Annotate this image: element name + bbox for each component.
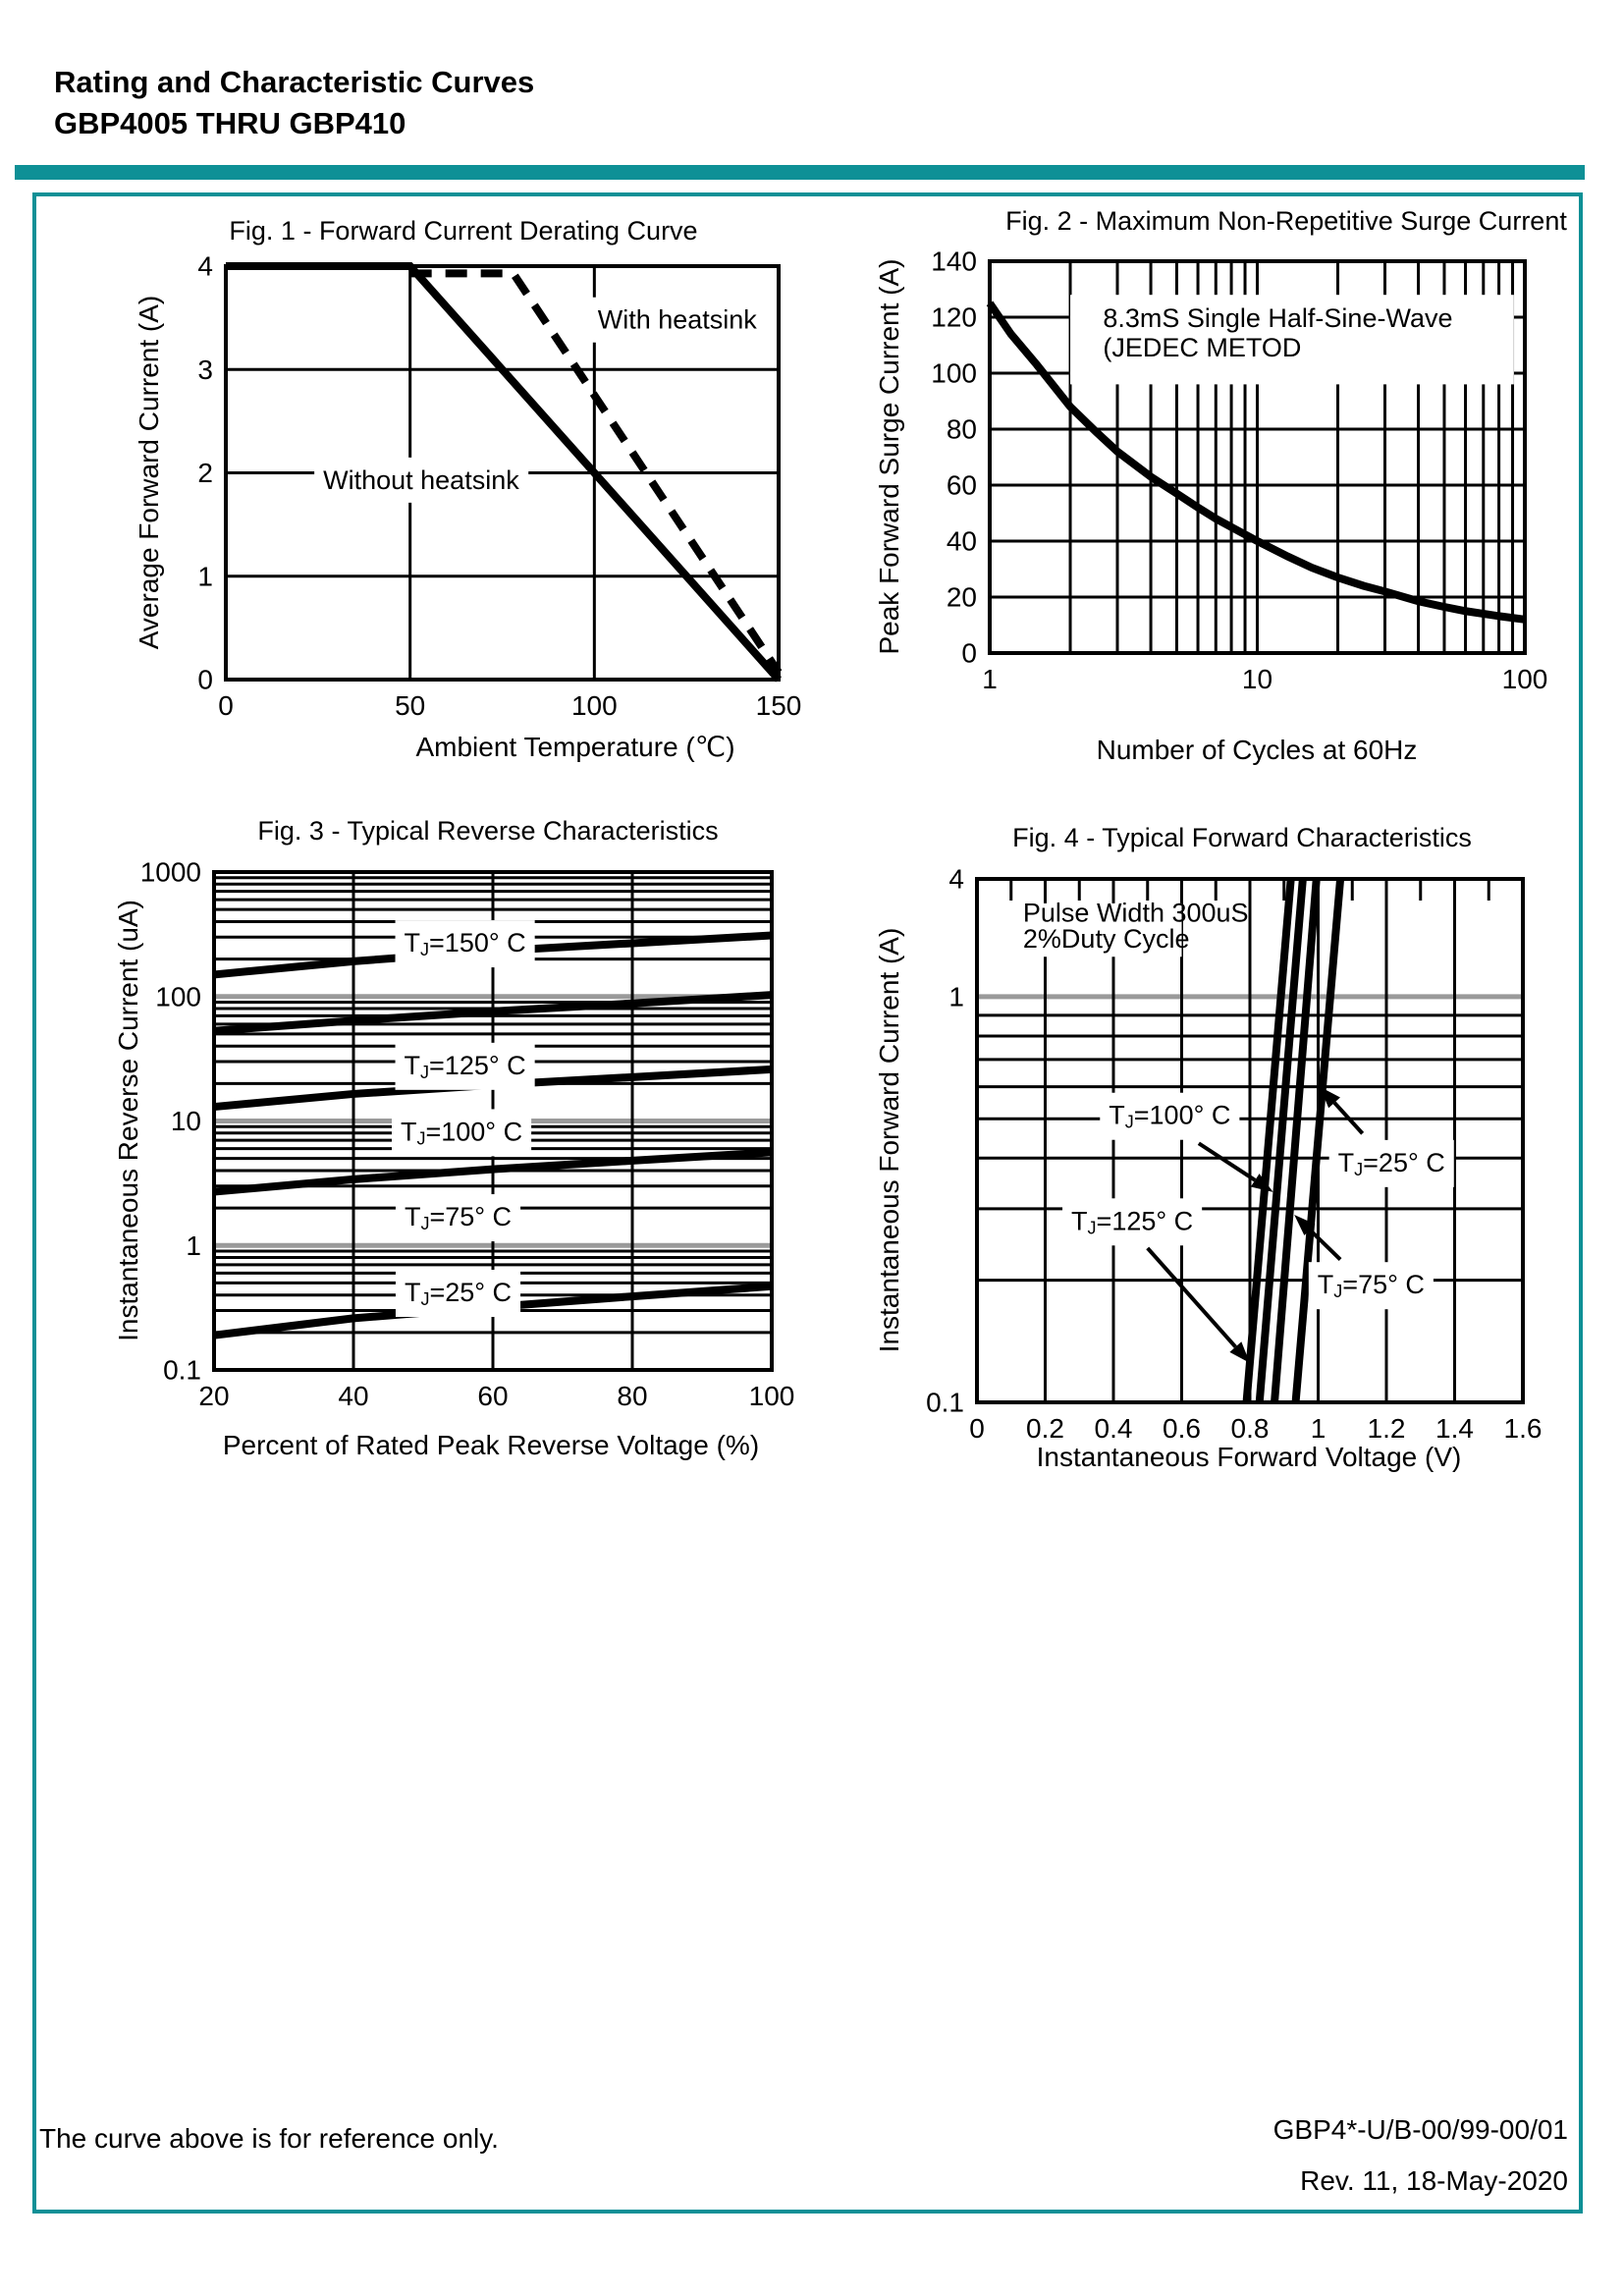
y-tick-label: 100 (931, 357, 977, 389)
fig1-x-axis-label: Ambient Temperature (℃) (415, 732, 735, 762)
x-tick-label: 80 (617, 1381, 648, 1411)
y-tick-label: 60 (946, 469, 977, 501)
curve-label: $T_J=25^\circ$ C (1337, 1147, 1445, 1179)
x-tick-label: 60 (477, 1381, 509, 1411)
x-tick-label: 50 (395, 690, 426, 721)
annotation-text: Pulse Width 300uS (1022, 898, 1249, 928)
y-tick-label: 100 (155, 981, 201, 1012)
x-tick-label: 1.6 (1503, 1413, 1543, 1444)
fig1-y-axis-label: Average Forward Current (A) (134, 295, 164, 650)
x-tick-label: 20 (198, 1381, 230, 1411)
fig3-y-axis-label: Instantaneous Reverse Current (uA) (113, 900, 143, 1341)
curve-label: $T_J=150^\circ$ C (404, 928, 526, 960)
x-tick-label: 0.6 (1163, 1413, 1201, 1444)
x-tick-label: 0.8 (1230, 1413, 1270, 1444)
curve-label: $T_J=125^\circ$ C (1071, 1206, 1194, 1238)
y-tick-label: 80 (946, 413, 977, 445)
x-tick-label: 1 (1310, 1413, 1326, 1444)
x-tick-label: 0.4 (1094, 1413, 1133, 1444)
y-tick-label: 4 (197, 250, 213, 282)
y-tick-label: 1 (197, 561, 213, 592)
x-tick-label: 100 (1501, 664, 1548, 694)
y-tick-label: 0 (197, 664, 213, 695)
fig1-plot-area (128, 241, 835, 771)
x-tick-label: 1.2 (1367, 1413, 1406, 1444)
x-tick-label: 0 (218, 690, 234, 721)
curve-label: $T_J=75^\circ$ C (404, 1202, 513, 1234)
y-tick-label: 120 (931, 301, 977, 333)
y-tick-label: 0.1 (926, 1387, 964, 1418)
fig4-y-axis-label: Instantaneous Forward Current (A) (874, 927, 904, 1353)
callout-arrow-line (1199, 1143, 1255, 1180)
annotation-text: (JEDEC METOD (1103, 332, 1302, 362)
curve-label: With heatsink (597, 304, 757, 335)
fig2-x-axis-label: Number of Cycles at 60Hz (1096, 735, 1418, 765)
fig2-y-axis-label: Peak Forward Surge Current (A) (874, 258, 904, 655)
y-tick-label: 4 (948, 863, 964, 895)
fig4-x-axis-label: Instantaneous Forward Voltage (V) (1036, 1442, 1462, 1472)
x-tick-label: 100 (748, 1381, 795, 1411)
curve-label: $T_J=100^\circ$ C (1109, 1100, 1231, 1132)
x-tick-label: 1 (982, 664, 998, 694)
footer-reference-note: The curve above is for reference only. (39, 2123, 499, 2154)
callout-arrow-line (1310, 1230, 1340, 1259)
annotation-text: 2%Duty Cycle (1022, 924, 1190, 955)
page-subtitle: GBP4005 THRU GBP410 (54, 106, 406, 140)
page-title: Rating and Characteristic Curves (54, 65, 535, 99)
x-tick-label: 0 (969, 1413, 985, 1444)
y-tick-label: 40 (946, 525, 977, 557)
curve-label: $T_J=75^\circ$ C (1317, 1270, 1425, 1302)
curve-label: $T_J=125^\circ$ C (404, 1050, 526, 1082)
fig1-chart-title: Fig. 1 - Forward Current Derating Curve (229, 216, 698, 246)
y-tick-label: 1 (948, 981, 964, 1012)
y-tick-label: 1000 (139, 856, 201, 888)
y-tick-label: 2 (197, 458, 213, 488)
fig3-x-axis-label: Percent of Rated Peak Reverse Voltage (%) (222, 1430, 760, 1460)
curve-label: $T_J=100^\circ$ C (400, 1117, 523, 1149)
fig4-chart-title: Fig. 4 - Typical Forward Characteristics (1012, 823, 1472, 852)
accent-divider-bar (15, 165, 1585, 180)
x-tick-label: 10 (1241, 664, 1273, 694)
footer-revision: Rev. 11, 18-May-2020 (1300, 2165, 1568, 2196)
y-tick-label: 3 (197, 354, 213, 385)
fig3-plot-area (108, 845, 815, 1434)
y-tick-label: 0.1 (163, 1354, 201, 1386)
x-tick-label: 40 (338, 1381, 369, 1411)
x-tick-label: 0.2 (1026, 1413, 1064, 1444)
fig2-chart-title: Fig. 2 - Maximum Non-Repetitive Surge Current (1005, 206, 1567, 236)
fig3-chart-title: Fig. 3 - Typical Reverse Characteristics (257, 816, 719, 846)
curve-label: Without heatsink (323, 465, 519, 495)
y-tick-label: 1 (186, 1230, 201, 1261)
x-tick-label: 100 (570, 690, 618, 721)
y-tick-label: 20 (946, 581, 977, 613)
x-tick-label: 1.4 (1435, 1413, 1474, 1444)
fig4-plot-area (874, 845, 1561, 1458)
y-tick-label: 0 (961, 637, 977, 669)
annotation-text: 8.3mS Single Half-Sine-Wave (1103, 302, 1453, 333)
y-tick-label: 140 (931, 246, 977, 277)
fig2-plot-area (884, 241, 1571, 771)
callout-arrow-line (1148, 1248, 1236, 1347)
x-tick-label: 150 (755, 690, 802, 721)
y-tick-label: 10 (170, 1106, 201, 1136)
curve-label: $T_J=25^\circ$ C (404, 1278, 513, 1310)
footer-document-code: GBP4*-U/B-00/99-00/01 (1272, 2114, 1568, 2145)
